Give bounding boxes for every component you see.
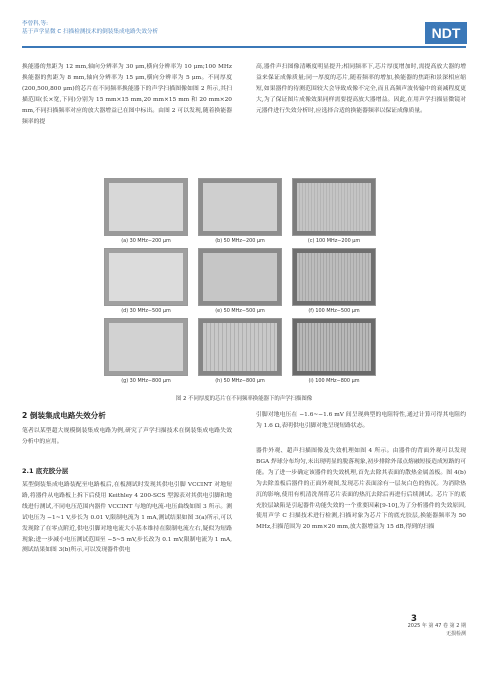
figure-2-grid bbox=[104, 178, 376, 390]
right-col-paragraph-2: 器件外观、超声扫描图像及失效机理如图 4 所示。由器件的背面外观可以发现 BGA 焊球分布均匀,未出现明显的脱落现象,初步排除外部点熔融短接造成短路的可能。为了进一步确定该器件的失效机理,首先去除其表面的散热金属盖板。图 4(b)为去除盖板后器件的正面外观图,发现芯片表面涂有一层灰白色的热沉。为消除热沉的影响,使用有机清洗剂将芯片表面的热沉去除后再进行后续测试。芯片下的底充胶层缺陷是引起器件功能失效的一个重要因素[9-10],为了分析器件的失效原因,使用声学 C 扫描技术进行检测,扫描对象为芯片下的底充胶层,换能器频率为 50 MHz,扫描范围为 20 mm×20 mm,放大器增益为 15 dB,得到的扫描 bbox=[256, 448, 466, 531]
section-2-title: 2 倒装集成电路失效分析 bbox=[22, 411, 106, 420]
journal-issue: 2025 年 第 47 卷 第 2 期 bbox=[407, 623, 466, 629]
header-authors: 李曾科,等: bbox=[22, 21, 49, 27]
panel-d-label: (d) 30 MHz−500 μm bbox=[121, 308, 171, 314]
panel-i-label: (i) 100 MHz−800 μm bbox=[308, 378, 360, 384]
panel-c-label: (c) 100 MHz−200 μm bbox=[307, 238, 361, 244]
ndt-logo-icon bbox=[425, 22, 467, 44]
subsection-2-1-text: 某型倒装集成电路装配至电路板后,在板测试时发现其供电引脚 VCCINT 对地短路,将器件从电路板上拆下后使用 Keithley 4 200-SCS 型源表对其供电引脚和地线进行测试,不同电压范围内器件 VCCINT 与地的电流-电压曲线如图 3 所示。测试电压为 −1~1 V,步长为 0.01 V,限制电流为 1 mA,测试结果如图 3(a)所示,可以发现除了在零点附近,供电引脚对地电流大小基本维持在限制电流左右,疑似为短路现象;进一步减小电压测试范围至 −5~5 mV,步长改为 0.1 mV,限制电流为 1 mA,测试结果如图 3(b)所示,可以发现器件供电 bbox=[22, 482, 232, 554]
panel-i bbox=[292, 318, 376, 384]
subsection-2-1-title: 2.1 底充胶分层 bbox=[22, 467, 69, 475]
panel-b bbox=[198, 178, 282, 244]
panel-h-label: (h) 50 MHz−800 μm bbox=[215, 378, 265, 384]
scan-image-d bbox=[104, 248, 188, 306]
panel-a-label: (a) 30 MHz−200 μm bbox=[121, 238, 171, 244]
scan-image-f bbox=[292, 248, 376, 306]
panel-d bbox=[104, 248, 188, 314]
scan-image-a bbox=[104, 178, 188, 236]
panel-e-label: (e) 50 MHz−500 μm bbox=[215, 308, 265, 314]
top-left-paragraph: 换能器的焦距为 12 mm,轴向分辨率为 30 μm,横向分辨率为 10 μm;100 MHz 换能器的焦距为 8 mm,轴向分辨率为 15 μm,横向分辨率为 5 μm。不同厚度(200,500,800 μm)的芯片在不同频率换能器下的声学扫描图像如图 2 所示,其扫描范围(长×宽,下同)分别为 15 mm×15 mm,20 mm×15 mm 和 20 mm×20 mm,不同扫描频率对应的放大器增益已在图中标出。由图 2 可以发现,随着换能器频率的提 bbox=[22, 64, 232, 125]
header-rule bbox=[22, 46, 466, 48]
panel-f bbox=[292, 248, 376, 314]
section-2-intro: 笔者以某型超大规模倒装集成电路为例,研究了声学扫描技术在倒装集成电路失效分析中的应用。 bbox=[22, 428, 232, 445]
top-right-paragraph: 高,器件声扫图像清晰度明显提升;相同频率下,芯片厚度增加时,需提高放大器的增益来保证成像质量;同一厚度的芯片,随着频率的增加,换能器的焦距和景深相应缩短,如果器件的待测范围较大会导致成像不完全,而且高频声波传输中的衰减程度更大,为了保证图片成像效果同样需要提高放大器增益。因此,在用声学扫描显微镜对元器件进行失效分析时,应选择合适的换能器频率以保证成像质量。 bbox=[256, 64, 466, 114]
panel-e bbox=[198, 248, 282, 314]
panel-h bbox=[198, 318, 282, 384]
panel-g bbox=[104, 318, 188, 384]
page-number: 3 bbox=[411, 614, 417, 624]
scan-image-c bbox=[292, 178, 376, 236]
header-running-title: 基于声学显微 C 扫描检测技术的倒装集成电路失效分析 bbox=[22, 29, 159, 35]
panel-b-label: (b) 50 MHz−200 μm bbox=[215, 238, 265, 244]
panel-c bbox=[292, 178, 376, 244]
figure-2-caption: 图 2 不同厚度的芯片在不同频率换能器下的声学扫描图像 bbox=[175, 396, 313, 402]
scan-image-h bbox=[198, 318, 282, 376]
panel-a bbox=[104, 178, 188, 244]
page-header bbox=[22, 20, 422, 36]
right-col-paragraph-1: 引脚对地电压在 −1.6~−1.6 mV 间呈现典型的电阻特性,通过计算可得其电阻约为 1.6 Ω,表明供电引脚对地呈现短路状态。 bbox=[256, 412, 466, 429]
panel-g-label: (g) 30 MHz−800 μm bbox=[121, 378, 171, 384]
panel-f-label: (f) 100 MHz−500 μm bbox=[308, 308, 360, 314]
logo-text: NDT bbox=[431, 25, 461, 41]
journal-footer bbox=[408, 622, 466, 638]
journal-logo bbox=[425, 22, 467, 44]
scan-image-b bbox=[198, 178, 282, 236]
journal-name: 无损检测 bbox=[445, 631, 466, 637]
scan-image-e bbox=[198, 248, 282, 306]
scan-image-g bbox=[104, 318, 188, 376]
scan-image-i bbox=[292, 318, 376, 376]
